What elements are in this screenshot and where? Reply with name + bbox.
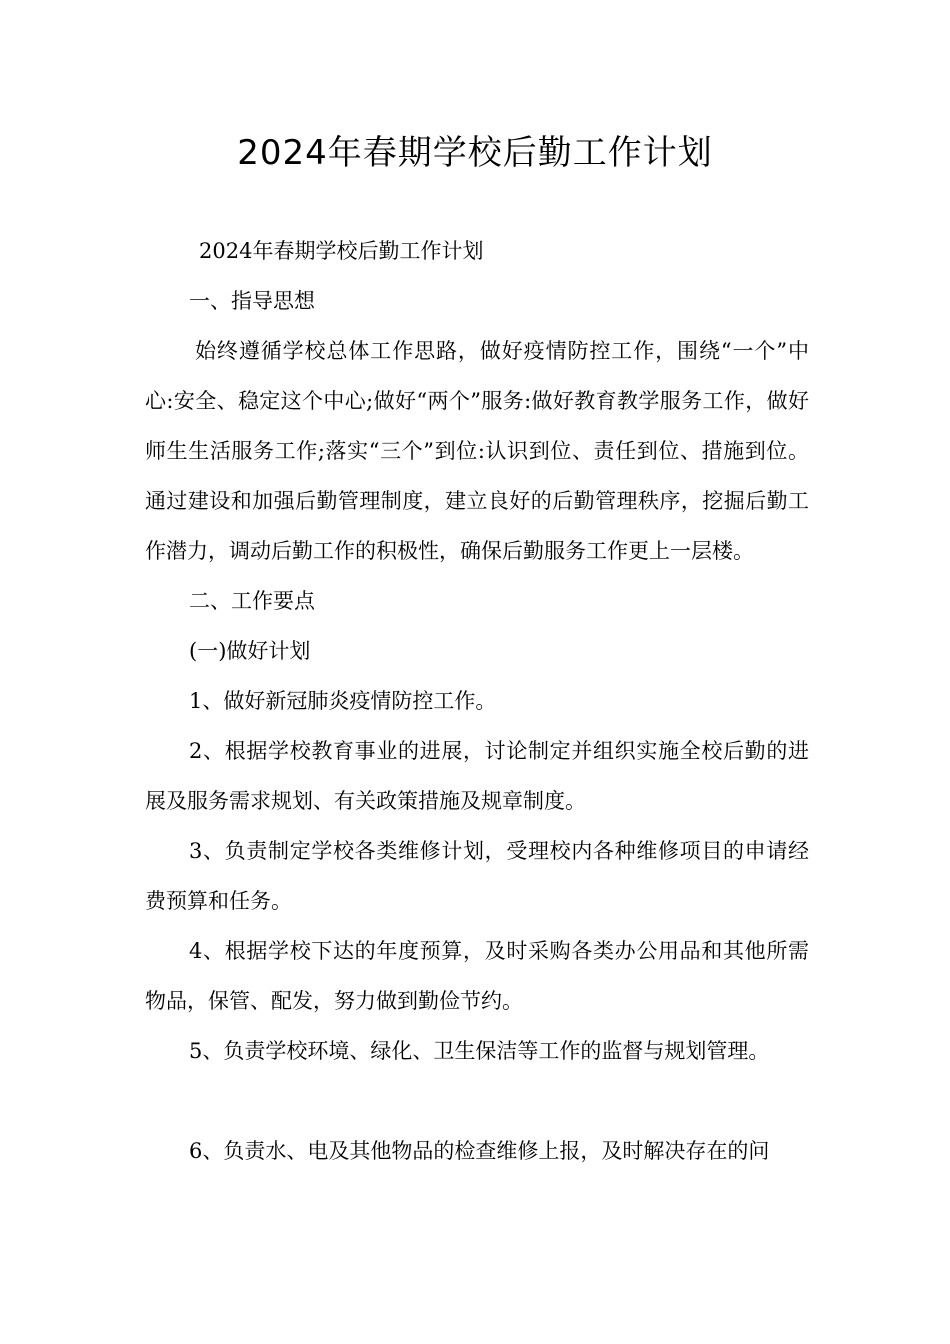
document-title: 2024年春期学校后勤工作计划 [237, 133, 713, 173]
paragraph-guiding-ideology: 始终遵循学校总体工作思路，做好疫情防控工作，围绕“一个”中心:安全、稳定这个中心;做好“两个”服务:做好教育教学服务工作，做好师生生活服务工作;落实“三个”到位:认识到位、责任到位、措施到位。通过建设和加强后勤管理制度，建立良好的后勤管理秩序，挖掘后勤工作潜力，调动后勤工作的积极性，确保后勤服务工作更上一层楼。 [145, 339, 809, 563]
document-body [145, 226, 809, 1176]
section-heading-guiding-ideology: 一、指导思想 [189, 289, 315, 313]
list-item: 1、做好新冠肺炎疫情防控工作。 [189, 689, 497, 713]
list-item: 4、根据学校下达的年度预算，及时采购各类办公用品和其他所需物品，保管、配发，努力做到勤俭节约。 [145, 939, 809, 1013]
list-item: 5、负责学校环境、绿化、卫生保洁等工作的监督与规划管理。 [189, 1039, 770, 1063]
section-heading-work-points: 二、工作要点 [189, 589, 315, 613]
list-item: 3、负责制定学校各类维修计划，受理校内各种维修项目的申请经费预算和任务。 [145, 839, 809, 913]
subsection-heading-planning: (一)做好计划 [189, 639, 311, 663]
list-item: 6、负责水、电及其他物品的检查维修上报，及时解决存在的问 [189, 1139, 770, 1163]
paragraph-gap [145, 1076, 809, 1126]
list-item: 2、根据学校教育事业的进展，讨论制定并组织实施全校后勤的进展及服务需求规划、有关政策措施及规章制度。 [145, 739, 809, 813]
document-subtitle: 2024年春期学校后勤工作计划 [199, 239, 484, 263]
